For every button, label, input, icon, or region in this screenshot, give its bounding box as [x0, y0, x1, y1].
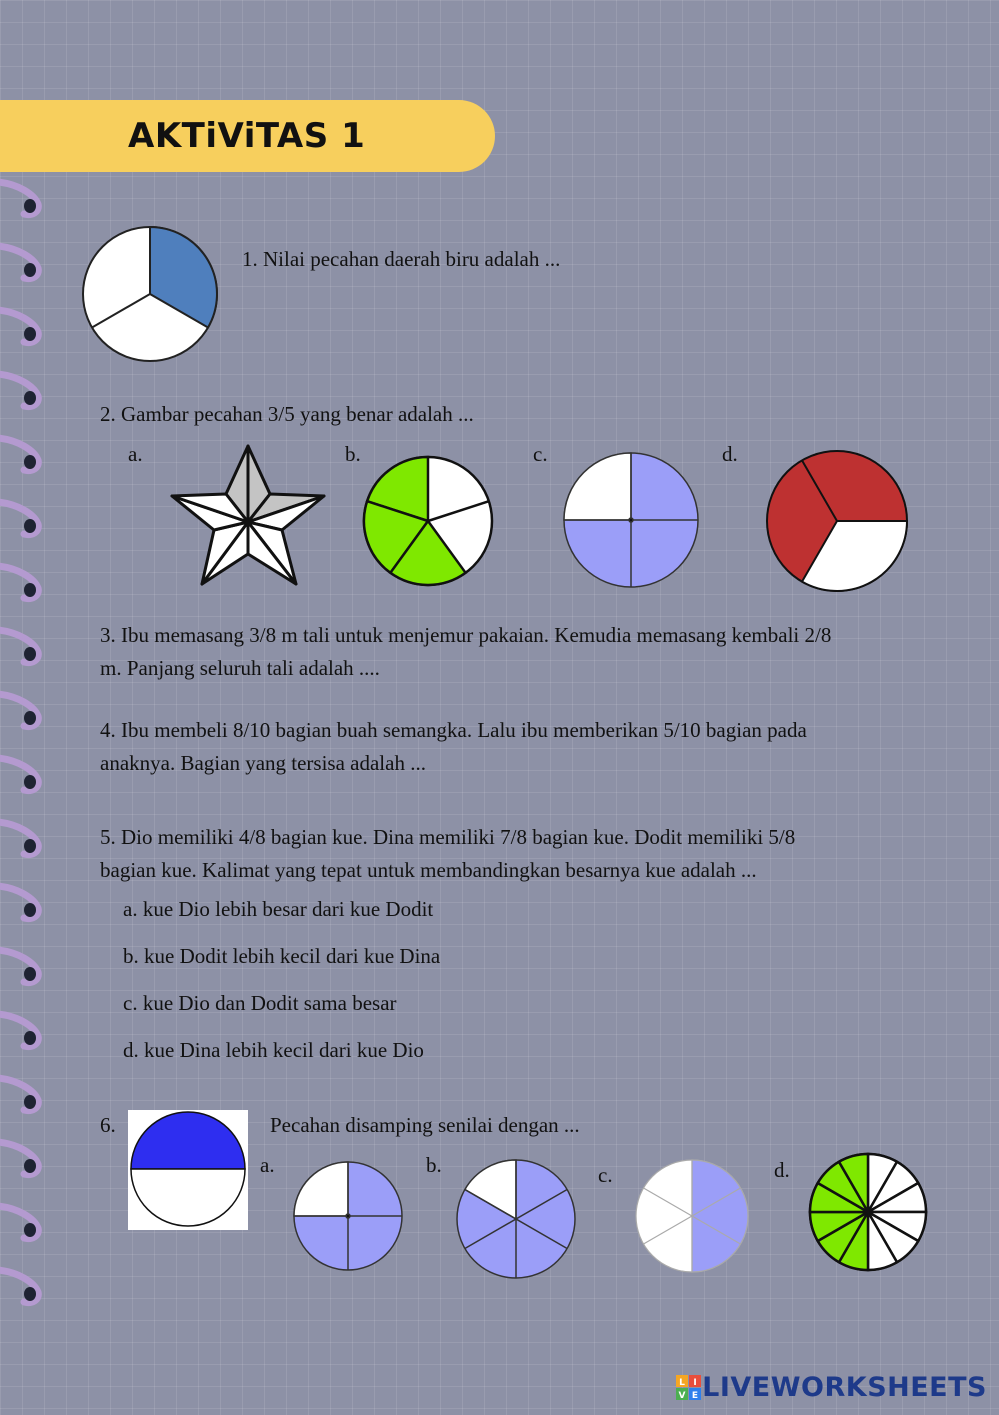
- binding-hole: [24, 327, 36, 341]
- q2-option-c-circle-figure[interactable]: [562, 452, 700, 588]
- question-5-line-2: bagian kue. Kalimat yang tepat untuk membandingkan besarnya kue adalah ...: [100, 858, 757, 882]
- binding-hole: [24, 647, 36, 661]
- liveworksheets-logo-text: LIVEWORKSHEETS: [702, 1372, 987, 1403]
- binding-hole: [24, 199, 36, 213]
- question-4-line-2: anaknya. Bagian yang tersisa adalah ...: [100, 751, 426, 775]
- binding-hole: [24, 711, 36, 725]
- question-6-number: 6.: [100, 1113, 116, 1137]
- binding-hole: [24, 903, 36, 917]
- q6-option-b-label[interactable]: b.: [426, 1153, 442, 1177]
- q5-option-c[interactable]: c. kue Dio dan Dodit sama besar: [123, 991, 397, 1015]
- question-2-text: 2. Gambar pecahan 3/5 yang benar adalah ...: [100, 402, 474, 426]
- binding-hole: [24, 775, 36, 789]
- q5-option-a[interactable]: a. kue Dio lebih besar dari kue Dodit: [123, 897, 434, 921]
- binding-hole: [24, 1287, 36, 1301]
- q6-option-a-circle-figure[interactable]: [292, 1160, 404, 1272]
- q6-option-a-label[interactable]: a.: [260, 1153, 275, 1177]
- binding-hole: [24, 839, 36, 853]
- binding-hole: [24, 263, 36, 277]
- q6-option-b-circle-figure[interactable]: [455, 1158, 577, 1280]
- binding-hole: [24, 1159, 36, 1173]
- question-3-line-1: 3. Ibu memasang 3/8 m tali untuk menjemur pakaian. Kemudia memasang kembali 2/8: [100, 623, 832, 647]
- liveworksheets-logo: [676, 1372, 987, 1403]
- q2-option-b-label[interactable]: b.: [345, 442, 361, 466]
- q6-option-d-circle-figure[interactable]: [806, 1150, 930, 1274]
- question-4-line-1: 4. Ibu membeli 8/10 bagian buah semangka. Lalu ibu memberikan 5/10 bagian pada: [100, 718, 807, 742]
- q2-option-d-circle-figure[interactable]: [764, 448, 910, 594]
- question-5-line-1: 5. Dio memiliki 4/8 bagian kue. Dina memiliki 7/8 bagian kue. Dodit memiliki 5/8: [100, 825, 796, 849]
- binding-hole: [24, 391, 36, 405]
- binding-hole: [24, 1223, 36, 1237]
- q5-option-b[interactable]: b. kue Dodit lebih kecil dari kue Dina: [123, 944, 441, 968]
- q2-option-a-star-figure[interactable]: [168, 440, 328, 590]
- spiral-binding: [0, 0, 60, 1415]
- question-3-line-2: m. Panjang seluruh tali adalah ....: [100, 656, 380, 680]
- q5-option-d[interactable]: d. kue Dina lebih kecil dari kue Dio: [123, 1038, 424, 1062]
- binding-hole: [24, 1031, 36, 1045]
- question-1-text: 1. Nilai pecahan daerah biru adalah ...: [242, 247, 561, 271]
- logo-letter-e: E: [692, 1390, 699, 1401]
- page-title: AKTiViTAS 1: [128, 116, 366, 156]
- q6-half-circle-figure: [128, 1110, 248, 1230]
- logo-letter-v: V: [678, 1390, 686, 1401]
- binding-hole: [24, 1095, 36, 1109]
- logo-letter-i: I: [693, 1377, 697, 1388]
- binding-hole: [24, 583, 36, 597]
- logo-letter-l: L: [679, 1377, 686, 1388]
- q6-option-c-label[interactable]: c.: [598, 1163, 613, 1187]
- liveworksheets-logo-icon: [676, 1375, 702, 1401]
- q2-option-d-label[interactable]: d.: [722, 442, 738, 466]
- q6-option-d-label[interactable]: d.: [774, 1158, 790, 1182]
- q6-option-c-circle-figure[interactable]: [634, 1158, 750, 1274]
- q2-option-c-label[interactable]: c.: [533, 442, 548, 466]
- binding-hole: [24, 967, 36, 981]
- binding-hole: [24, 519, 36, 533]
- q2-option-a-label[interactable]: a.: [128, 442, 143, 466]
- q2-option-b-circle-figure[interactable]: [360, 455, 496, 587]
- question-6-text: Pecahan disamping senilai dengan ...: [270, 1113, 580, 1137]
- q1-circle-figure: [80, 224, 220, 364]
- binding-hole: [24, 455, 36, 469]
